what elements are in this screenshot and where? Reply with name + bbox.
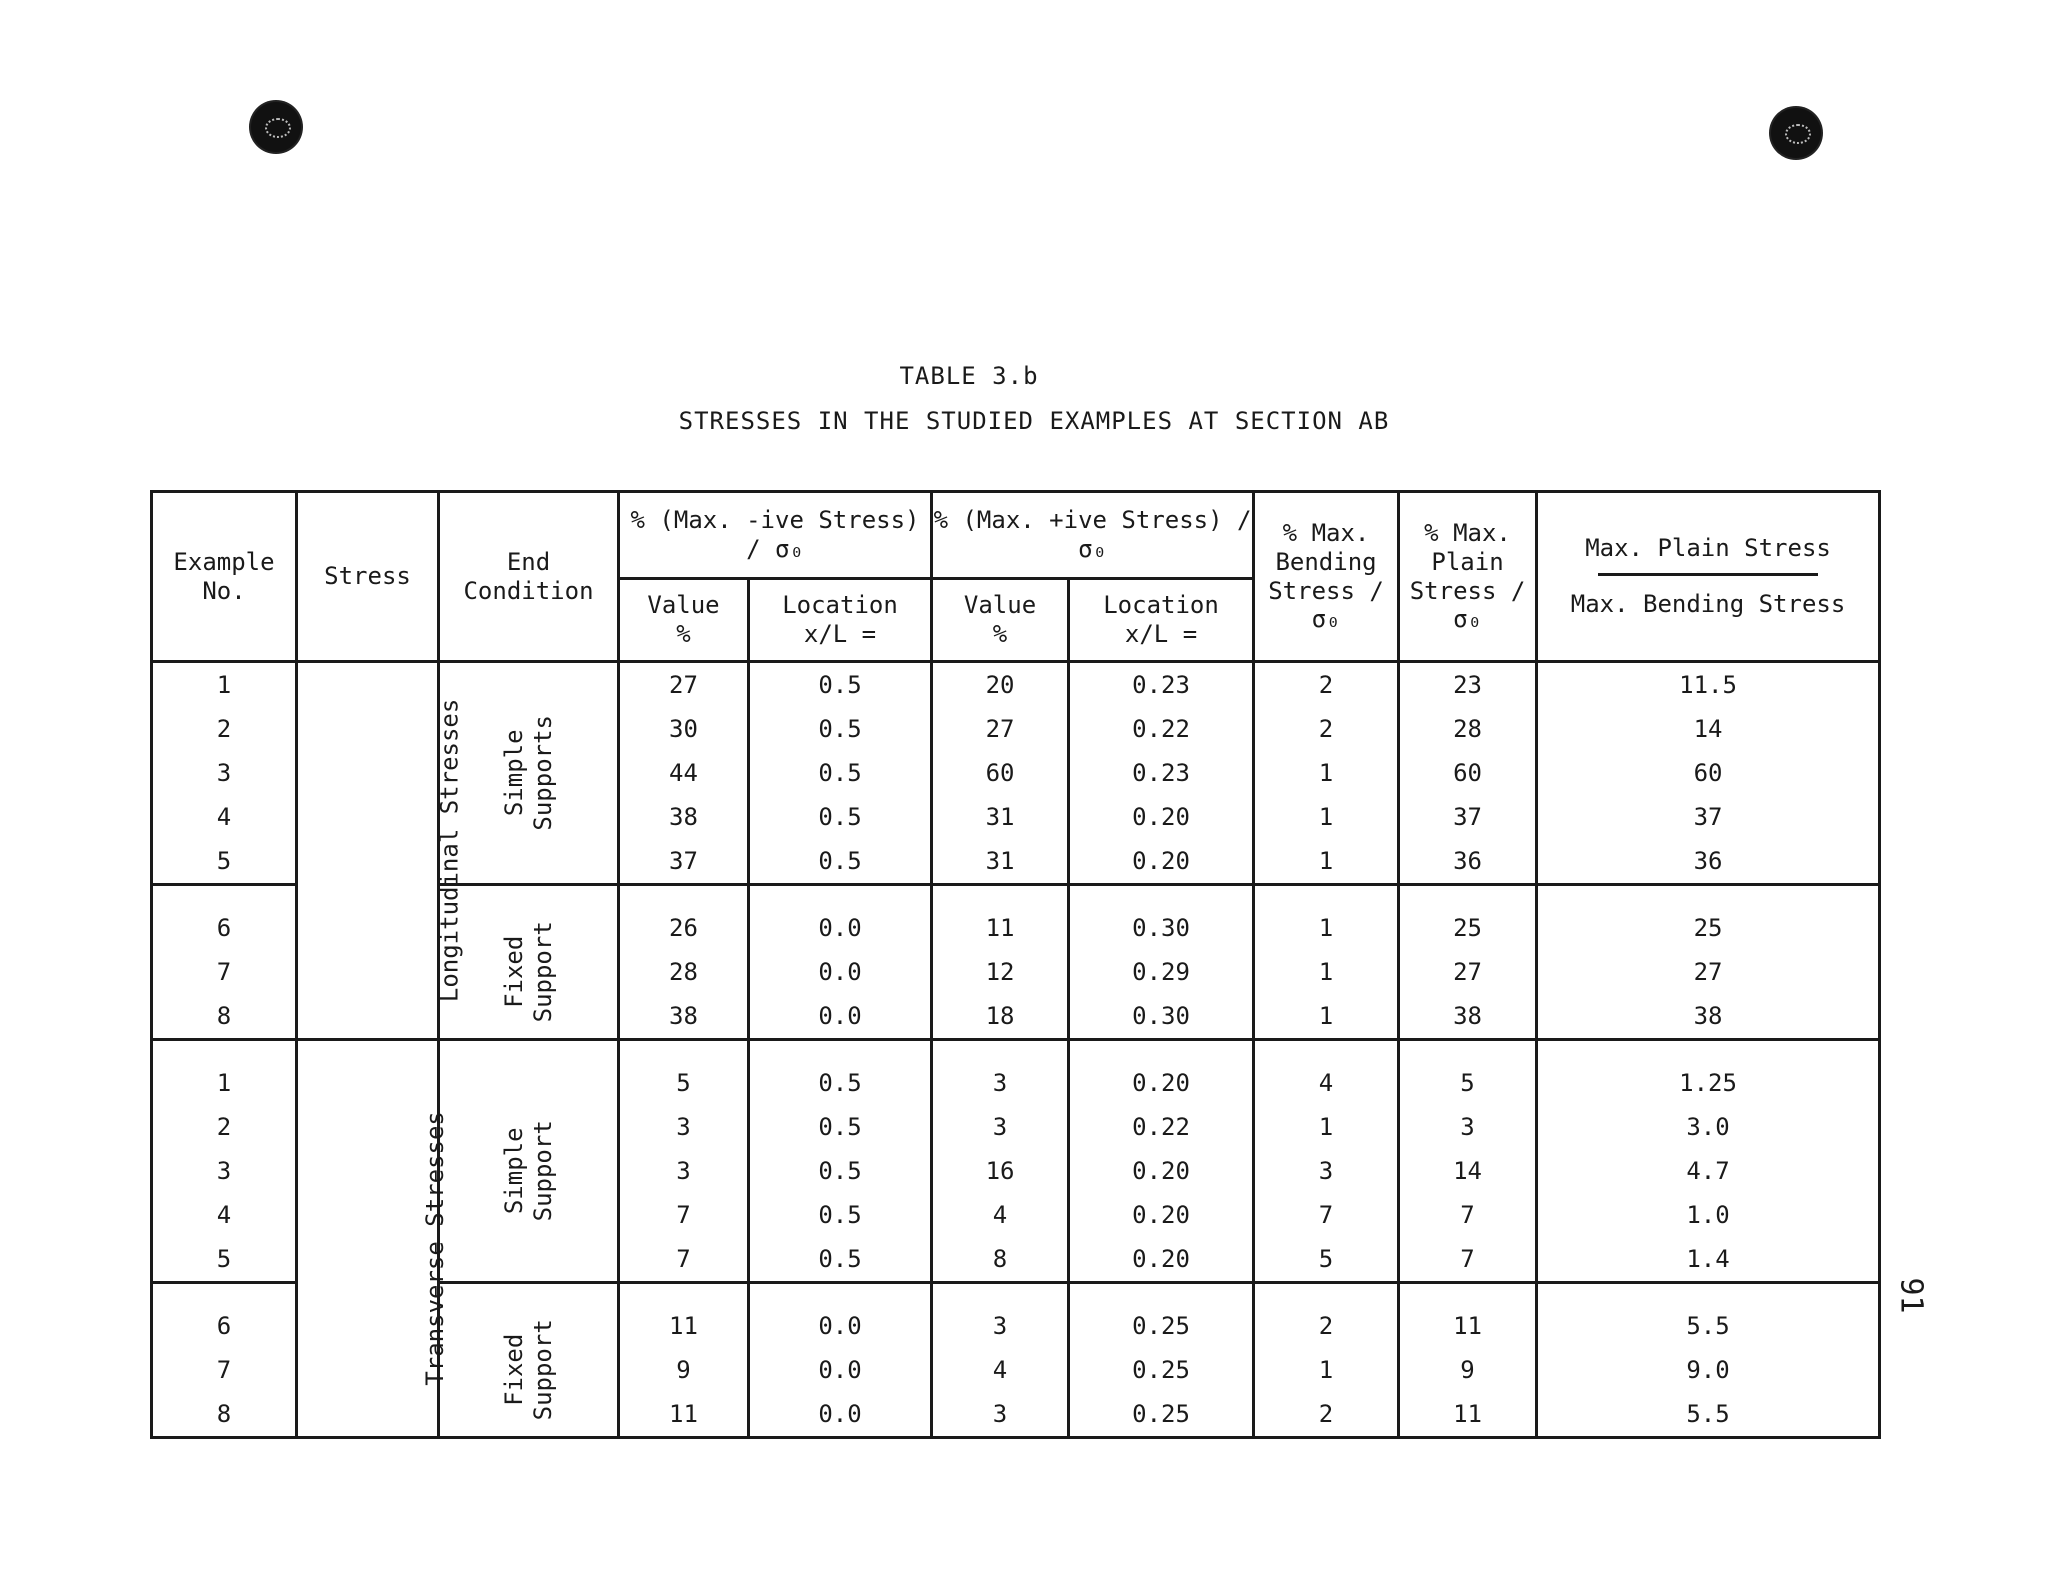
cell-neg-value: 3: [619, 1105, 749, 1149]
cell-plain: 60: [1399, 751, 1537, 795]
cell-ratio: 60: [1537, 751, 1880, 795]
cell-bending: 2: [1254, 1283, 1399, 1349]
cell-neg-location: 0.5: [749, 751, 932, 795]
page-number: 91: [1893, 1277, 1929, 1314]
cell-neg-value: 11: [619, 1283, 749, 1349]
cell-end-condition: Simple Support: [439, 1040, 619, 1283]
cell-neg-value: 44: [619, 751, 749, 795]
cell-pos-location: 0.20: [1069, 1040, 1254, 1106]
cell-pos-location: 0.20: [1069, 1237, 1254, 1283]
cell-ratio: 1.0: [1537, 1193, 1880, 1237]
cell-neg-location: 0.5: [749, 1105, 932, 1149]
cell-bending: 1: [1254, 994, 1399, 1040]
cell-neg-location: 0.5: [749, 707, 932, 751]
cell-bending: 2: [1254, 707, 1399, 751]
cell-example-no: 8: [152, 1392, 297, 1438]
cell-ratio: 27: [1537, 950, 1880, 994]
cell-neg-value: 7: [619, 1237, 749, 1283]
cell-pos-location: 0.23: [1069, 751, 1254, 795]
cell-example-no: 7: [152, 950, 297, 994]
cell-pos-location: 0.30: [1069, 994, 1254, 1040]
cell-neg-value: 5: [619, 1040, 749, 1106]
cell-bending: 1: [1254, 1348, 1399, 1392]
cell-ratio: 14: [1537, 707, 1880, 751]
cell-example-no: 8: [152, 994, 297, 1040]
cell-example-no: 1: [152, 662, 297, 708]
table-title: TABLE 3.b: [899, 362, 1039, 390]
cell-pos-value: 60: [932, 751, 1069, 795]
cell-pos-value: 31: [932, 795, 1069, 839]
cell-pos-location: 0.23: [1069, 662, 1254, 708]
cell-example-no: 3: [152, 1149, 297, 1193]
cell-pos-location: 0.20: [1069, 1193, 1254, 1237]
cell-pos-value: 8: [932, 1237, 1069, 1283]
cell-bending: 2: [1254, 662, 1399, 708]
cell-neg-location: 0.5: [749, 839, 932, 885]
cell-plain: 7: [1399, 1237, 1537, 1283]
cell-neg-value: 37: [619, 839, 749, 885]
cell-ratio: 9.0: [1537, 1348, 1880, 1392]
cell-neg-location: 0.5: [749, 1149, 932, 1193]
subheader-neg-location: Location x/L =: [749, 579, 932, 662]
cell-pos-value: 20: [932, 662, 1069, 708]
cell-neg-value: 9: [619, 1348, 749, 1392]
cell-ratio: 25: [1537, 885, 1880, 951]
cell-neg-value: 38: [619, 795, 749, 839]
header-end-condition: End Condition: [439, 492, 619, 662]
cell-neg-location: 0.0: [749, 1348, 932, 1392]
cell-neg-value: 38: [619, 994, 749, 1040]
cell-ratio: 3.0: [1537, 1105, 1880, 1149]
cell-pos-value: 4: [932, 1193, 1069, 1237]
cell-neg-value: 26: [619, 885, 749, 951]
cell-pos-value: 3: [932, 1283, 1069, 1349]
cell-ratio: 36: [1537, 839, 1880, 885]
cell-example-no: 1: [152, 1040, 297, 1106]
cell-bending: 1: [1254, 885, 1399, 951]
cell-pos-location: 0.20: [1069, 795, 1254, 839]
cell-end-condition: Fixed Support: [439, 1283, 619, 1438]
header-bending: % Max. Bending Stress / σ₀: [1254, 492, 1399, 662]
cell-pos-value: 4: [932, 1348, 1069, 1392]
subheader-neg-value: Value %: [619, 579, 749, 662]
stress-table: [150, 490, 1881, 1439]
cell-plain: 11: [1399, 1283, 1537, 1349]
cell-example-no: 2: [152, 1105, 297, 1149]
cell-plain: 3: [1399, 1105, 1537, 1149]
cell-bending: 1: [1254, 950, 1399, 994]
cell-plain: 25: [1399, 885, 1537, 951]
cell-neg-location: 0.0: [749, 950, 932, 994]
cell-neg-location: 0.5: [749, 1040, 932, 1106]
cell-ratio: 37: [1537, 795, 1880, 839]
cell-neg-location: 0.5: [749, 1237, 932, 1283]
cell-ratio: 38: [1537, 994, 1880, 1040]
cell-neg-location: 0.5: [749, 662, 932, 708]
cell-pos-value: 31: [932, 839, 1069, 885]
table-row: [152, 1040, 1880, 1106]
cell-bending: 3: [1254, 1149, 1399, 1193]
cell-pos-location: 0.25: [1069, 1348, 1254, 1392]
cell-bending: 1: [1254, 795, 1399, 839]
cell-plain: 36: [1399, 839, 1537, 885]
cell-plain: 37: [1399, 795, 1537, 839]
cell-plain: 23: [1399, 662, 1537, 708]
cell-stress-type: Transverse Stresses: [297, 1040, 439, 1438]
cell-pos-value: 27: [932, 707, 1069, 751]
cell-ratio: 4.7: [1537, 1149, 1880, 1193]
cell-pos-value: 12: [932, 950, 1069, 994]
table-row: [152, 662, 1880, 708]
cell-pos-value: 11: [932, 885, 1069, 951]
cell-pos-value: 3: [932, 1392, 1069, 1438]
fraction-line: [1598, 573, 1818, 576]
cell-ratio: 5.5: [1537, 1283, 1880, 1349]
cell-bending: 1: [1254, 839, 1399, 885]
header-neg-stress: % (Max. -ive Stress) / σ₀: [619, 492, 932, 579]
cell-pos-location: 0.30: [1069, 885, 1254, 951]
cell-pos-location: 0.22: [1069, 707, 1254, 751]
cell-ratio: 1.25: [1537, 1040, 1880, 1106]
cell-neg-value: 3: [619, 1149, 749, 1193]
cell-neg-value: 11: [619, 1392, 749, 1438]
cell-pos-value: 16: [932, 1149, 1069, 1193]
cell-bending: 1: [1254, 1105, 1399, 1149]
cell-plain: 28: [1399, 707, 1537, 751]
cell-neg-location: 0.0: [749, 1283, 932, 1349]
subheader-pos-location: Location x/L =: [1069, 579, 1254, 662]
subheader-pos-value: Value %: [932, 579, 1069, 662]
cell-neg-value: 27: [619, 662, 749, 708]
cell-example-no: 4: [152, 795, 297, 839]
cell-example-no: 6: [152, 885, 297, 951]
cell-plain: 14: [1399, 1149, 1537, 1193]
cell-neg-location: 0.0: [749, 994, 932, 1040]
punch-hole-left: [251, 102, 301, 152]
cell-bending: 5: [1254, 1237, 1399, 1283]
punch-hole-right: [1771, 108, 1821, 158]
cell-bending: 7: [1254, 1193, 1399, 1237]
cell-stress-type: Longitudinal Stresses: [297, 662, 439, 1040]
cell-pos-location: 0.20: [1069, 1149, 1254, 1193]
cell-example-no: 5: [152, 839, 297, 885]
header-ratio-bottom: Max. Bending Stress: [1570, 590, 1846, 618]
header-ratio-top: Max. Plain Stress: [1585, 534, 1831, 563]
cell-neg-value: 30: [619, 707, 749, 751]
cell-ratio: 5.5: [1537, 1392, 1880, 1438]
cell-plain: 7: [1399, 1193, 1537, 1237]
cell-pos-location: 0.29: [1069, 950, 1254, 994]
cell-example-no: 5: [152, 1237, 297, 1283]
cell-example-no: 4: [152, 1193, 297, 1237]
cell-neg-location: 0.0: [749, 1392, 932, 1438]
cell-example-no: 7: [152, 1348, 297, 1392]
cell-example-no: 6: [152, 1283, 297, 1349]
cell-bending: 2: [1254, 1392, 1399, 1438]
header-plain: % Max. Plain Stress / σ₀: [1399, 492, 1537, 662]
header-example-no: Example No.: [152, 492, 297, 662]
cell-pos-location: 0.20: [1069, 839, 1254, 885]
cell-pos-location: 0.25: [1069, 1283, 1254, 1349]
cell-pos-value: 3: [932, 1105, 1069, 1149]
cell-neg-value: 7: [619, 1193, 749, 1237]
cell-end-condition: Simple Supports: [439, 662, 619, 885]
cell-ratio: 1.4: [1537, 1237, 1880, 1283]
header-ratio: [1537, 492, 1880, 662]
header-pos-stress: % (Max. +ive Stress) / σ₀: [932, 492, 1254, 579]
header-stress: Stress: [297, 492, 439, 662]
cell-plain: 9: [1399, 1348, 1537, 1392]
cell-neg-location: 0.5: [749, 1193, 932, 1237]
cell-ratio: 11.5: [1537, 662, 1880, 708]
cell-bending: 4: [1254, 1040, 1399, 1106]
table-body: [152, 662, 1880, 1438]
cell-pos-value: 3: [932, 1040, 1069, 1106]
cell-plain: 27: [1399, 950, 1537, 994]
table-subtitle: STRESSES IN THE STUDIED EXAMPLES AT SECTION AB: [678, 407, 1390, 435]
cell-example-no: 2: [152, 707, 297, 751]
cell-pos-location: 0.22: [1069, 1105, 1254, 1149]
cell-pos-location: 0.25: [1069, 1392, 1254, 1438]
cell-pos-value: 18: [932, 994, 1069, 1040]
cell-bending: 1: [1254, 751, 1399, 795]
cell-neg-value: 28: [619, 950, 749, 994]
cell-example-no: 3: [152, 751, 297, 795]
cell-end-condition: Fixed Support: [439, 885, 619, 1040]
cell-neg-location: 0.5: [749, 795, 932, 839]
cell-neg-location: 0.0: [749, 885, 932, 951]
cell-plain: 5: [1399, 1040, 1537, 1106]
cell-plain: 38: [1399, 994, 1537, 1040]
cell-plain: 11: [1399, 1392, 1537, 1438]
